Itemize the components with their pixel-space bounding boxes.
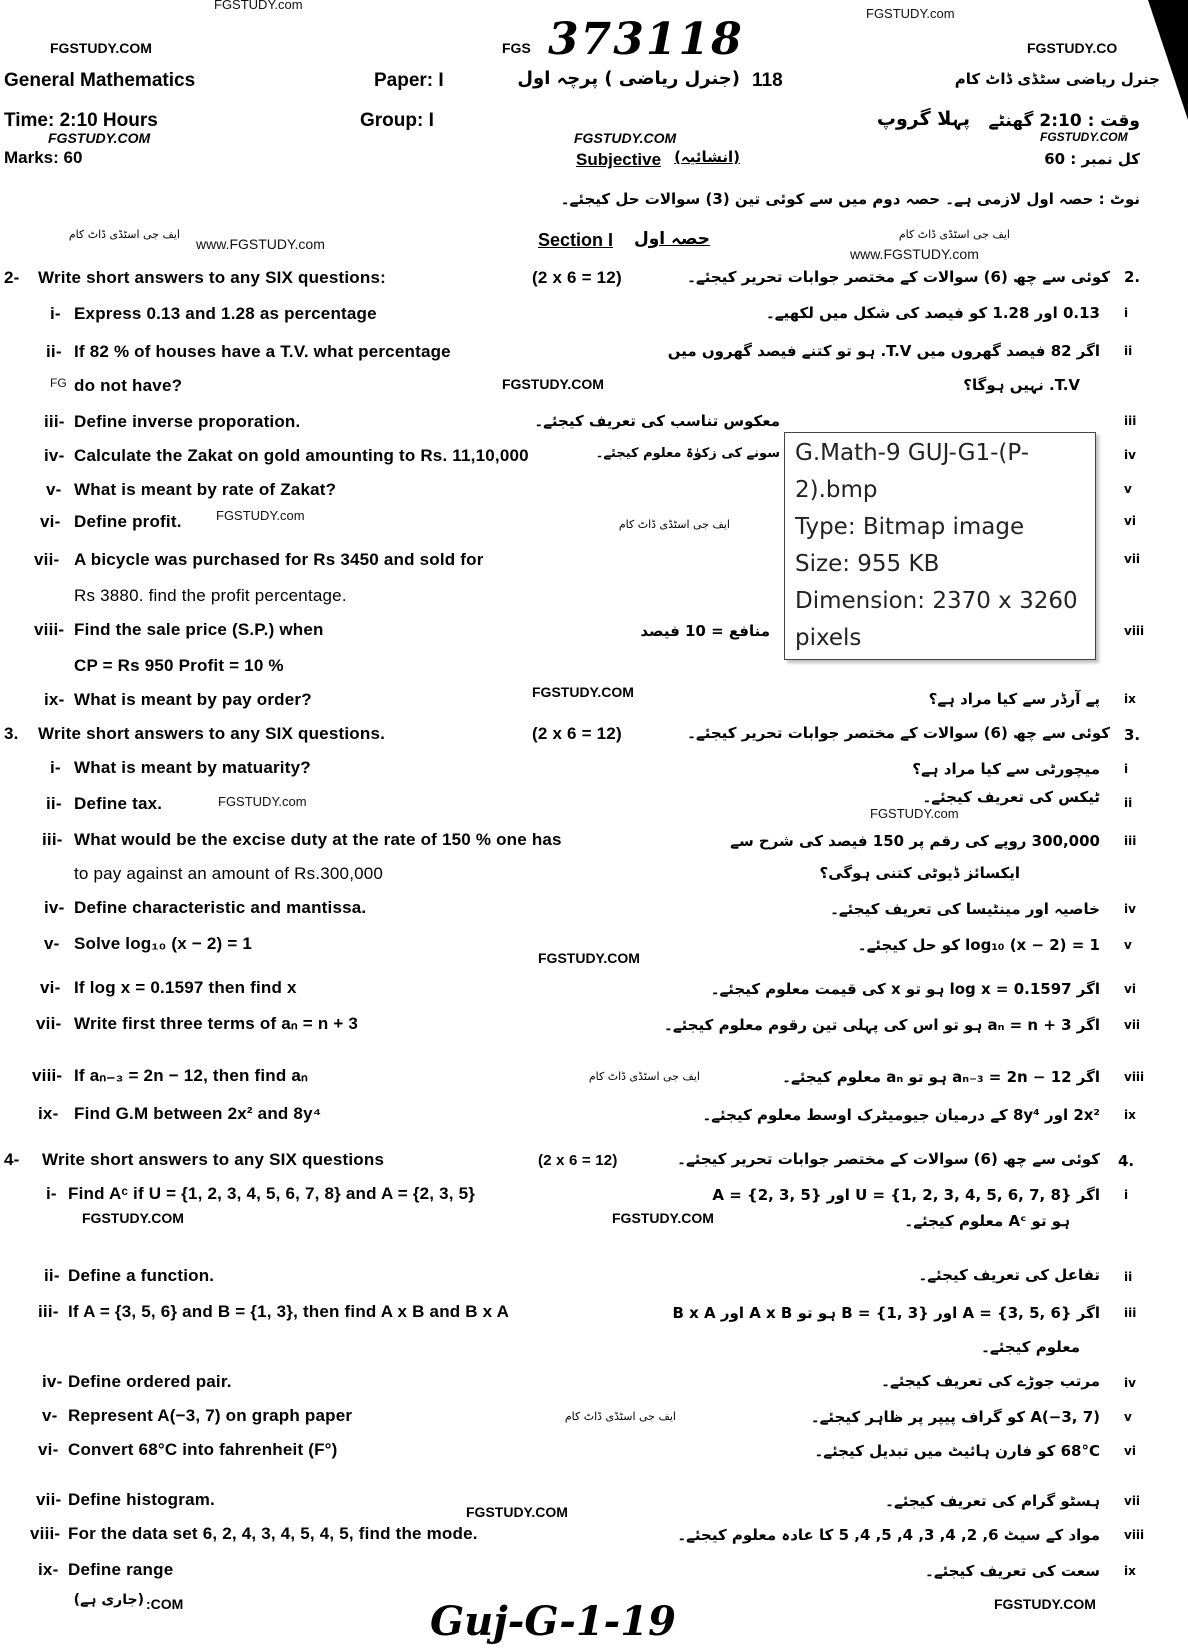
watermark-fgs-fragment: FGS [502,40,531,56]
q3-item-urdu-number: ix [1124,1108,1136,1122]
section-title: Section I [538,230,614,250]
q3-urdu-instruction: کوئی سے چھ (6) سوالات کے مختصر جوابات تحریر کیجئے۔ [687,724,1110,742]
watermark-q4vii: FGSTUDY.COM [466,1504,568,1520]
q4-instruction: Write short answers to any SIX questions [42,1150,385,1169]
watermark-q2vi: FGSTUDY.com [216,508,305,523]
watermark-q2ii: FGSTUDY.COM [502,376,604,392]
handwritten-code: 373118 [548,14,744,65]
q2-item-text: If 82 % of houses have a T.V. what percentage [74,342,451,361]
urdu-subject-title: جنرل ریاضی سٹڈی ڈاٹ کام [954,70,1160,88]
q4-urdu-instruction: کوئی سے چھ (6) سوالات کے مختصر جوابات تحریر کیجئے۔ [677,1150,1100,1168]
q2-item-number: viii- [34,620,65,639]
q4-item-urdu: ہو تو Aᶜ معلوم کیجئے۔ [904,1212,1070,1230]
q4-item-urdu-number: iv [1124,1376,1136,1390]
q2-item-text: Express 0.13 and 1.28 as percentage [74,304,377,323]
q2-item-number: ii- [46,342,62,361]
watermark-right-header: FGSTUDY.CO [1027,40,1118,56]
q4-item-number: iv- [42,1372,63,1391]
q4-item-text: Define a function. [68,1266,215,1285]
q4-item-urdu-number: viii [1124,1528,1145,1542]
q3-item-number: viii- [32,1066,63,1085]
q3-item-number: i- [50,758,61,777]
q3-item-text: What would be the excise duty at the rate of 150 % one has [74,830,562,849]
watermark-bottom-right: FGSTUDY.COM [994,1596,1096,1612]
q4-item-urdu: سعت کی تعریف کیجئے۔ [925,1562,1100,1580]
urdu-watermark-q2vi: ایف جی اسٹڈی ڈاٹ کام [618,518,730,531]
q4-item-text: If A = {3, 5, 6} and B = {1, 3}, then find A x B and B x A [68,1302,510,1321]
q2-item-urdu: معکوس تناسب کی تعریف کیجئے۔ [534,412,780,430]
q3-item-urdu: میچورٹی سے کیا مراد ہے؟ [912,760,1100,778]
q4-item-number: vii- [36,1490,62,1509]
handwritten-footer: Guj-G-1-19 [430,1598,676,1645]
q3-item-urdu-number: vi [1124,982,1136,996]
q3-item-urdu: ایکسائز ڈیوٹی کتنی ہوگی؟ [819,864,1020,882]
q3-item-number: vii- [36,1014,62,1033]
watermark-q4i-left: FGSTUDY.COM [82,1210,184,1226]
watermark-q3v: FGSTUDY.COM [538,950,640,966]
watermark-q3ii-right: FGSTUDY.com [870,806,959,821]
q3-item-number: iii- [42,830,63,849]
q2-item-urdu-number: vii [1124,552,1141,566]
q3-item-urdu: اگر aₙ = n + 3 ہو تو اس کی پہلی تین رقوم معلوم کیجئے۔ [664,1016,1100,1034]
urdu-paper-title: (جنرل ریاضی ) پرچہ اول [517,68,740,89]
q4-item-urdu-number: vii [1124,1494,1141,1508]
watermark-under-time: FGSTUDY.COM [48,130,151,146]
q2-instruction: Write short answers to any SIX questions: [38,268,386,287]
q3-item-text: Define characteristic and mantissa. [74,898,367,917]
q3-item-number: ix- [38,1104,59,1123]
q4-item-number: viii- [30,1524,61,1543]
q2-item-urdu-number: iv [1124,448,1136,462]
q3-item-urdu-number: v [1124,938,1132,952]
q2-item-text: Calculate the Zakat on gold amounting to Rs. 11,10,000 [74,446,529,465]
q2-item-urdu: T.V. نہیں ہوگا؟ [963,376,1080,394]
q3-marks: (2 x 6 = 12) [532,724,622,743]
q2-item-text: A bicycle was purchased for Rs 3450 and sold for [74,550,484,569]
file-info-tooltip [784,432,1096,660]
q2-urdu-number: 2. [1124,268,1141,286]
q2-item-number: ix- [44,690,65,709]
q3-item-text: Solve log₁₀ (x − 2) = 1 [74,934,253,953]
q3-item-urdu: 2x² اور 8y⁴ کے درمیان جیومیٹرک اوسط معلوم کیجئے۔ [702,1106,1100,1124]
q2-item-urdu-number: iii [1124,414,1137,428]
q2-item-number: iii- [44,412,65,431]
q4-item-urdu-number: vi [1124,1444,1136,1458]
urdu-subjective-label: (انشائیہ) [674,148,740,166]
continued-label: (جاری ہے) [73,1592,144,1608]
q2-item-urdu: سونے کی زکوٰۃ معلوم کیجئے۔ [595,446,780,461]
q3-item-urdu: ٹیکس کی تعریف کیجئے۔ [922,788,1100,806]
scan-corner-mark [1148,0,1188,120]
q2-item-number: i- [50,304,61,323]
q2-item-number: iv- [44,446,65,465]
watermark-left-header: FGSTUDY.COM [50,40,152,56]
q2-item-urdu: پے آرڈر سے کیا مراد ہے؟ [928,690,1100,708]
watermark-q2ix: FGSTUDY.COM [532,684,634,700]
q4-item-urdu-number: iii [1124,1306,1137,1320]
q4-item-urdu: ہسٹو گرام کی تعریف کیجئے۔ [885,1492,1100,1510]
q3-item-text: Write first three terms of aₙ = n + 3 [74,1014,359,1033]
q3-item-text: If aₙ₋₃ = 2n − 12, then find aₙ [74,1066,309,1085]
q4-item-urdu: مواد کے سیٹ 6, 2, 4, 3, 4, 5, 4, 5 کا عادہ معلوم کیجئے۔ [677,1526,1100,1544]
q3-urdu-number: 3. [1124,726,1141,744]
q4-item-urdu-number: v [1124,1410,1132,1424]
urdu-watermark-q4v: ایف جی اسٹڈی ڈاٹ کام [564,1410,676,1423]
q3-item-urdu-number: iv [1124,902,1136,916]
q2-item-urdu-number: i [1124,306,1129,320]
subjective-label: Subjective [576,150,662,169]
q2-item-number: vi- [40,512,61,531]
q4-item-number: v- [42,1406,58,1425]
q3-item-number: v- [44,934,60,953]
q4-item-urdu: تفاعل کی تعریف کیجئے۔ [918,1266,1100,1284]
q4-item-urdu: مرتب جوڑے کی تعریف کیجئے۔ [881,1372,1100,1390]
q3-item-urdu: log₁₀ (x − 2) = 1 کو حل کیجئے۔ [857,936,1100,954]
paper-label: Paper: I [374,70,444,91]
paper-code-number: 118 [752,70,783,91]
q3-item-urdu-number: iii [1124,834,1137,848]
q4-item-urdu-number: ii [1124,1270,1133,1284]
tooltip-file-dimension: Dimension: 2370 x 3260 pixels [795,588,1078,651]
q4-item-urdu: 68°C کو فارن ہائیٹ میں تبدیل کیجئے۔ [814,1442,1100,1460]
watermark-center-subjective: FGSTUDY.COM [574,130,677,146]
tooltip-file-type: Type: Bitmap image [795,514,1025,540]
watermark-fg-q2ii: FG [50,376,67,390]
q3-item-urdu-number: ii [1124,796,1133,810]
q4-item-text: Define range [68,1560,174,1579]
watermark-q3ii: FGSTUDY.com [218,794,307,809]
q3-item-urdu: اگر log x = 0.1597 ہو تو x کی قیمت معلوم کیجئے۔ [710,980,1100,998]
group-label: Group: I [360,110,434,131]
q4-item-number: i- [46,1184,57,1203]
q4-number: 4- [4,1150,20,1169]
q2-item-urdu: 0.13 اور 1.28 کو فیصد کی شکل میں لکھیے۔ [765,304,1100,322]
urdu-watermark-q3viii: ایف جی اسٹڈی ڈاٹ کام [588,1070,700,1083]
q2-item-text: Define inverse proporation. [74,412,301,431]
q2-item-urdu-number: v [1124,482,1132,496]
q4-item-text: Convert 68°C into fahrenheit (F°) [68,1440,338,1459]
urdu-note: نوٹ : حصہ اول لازمی ہے۔ حصہ دوم میں سے کوئی تین (3) سوالات حل کیجئے۔ [560,190,1140,208]
q2-item-text: Rs 3880. find the profit percentage. [74,586,347,605]
q4-item-urdu: اگر U = {1, 2, 3, 4, 5, 6, 7, 8} اور A = {2, 3, 5} [712,1186,1100,1204]
q2-item-urdu-number: ii [1124,344,1133,358]
q4-urdu-number: 4. [1118,1152,1135,1170]
urdu-watermark-right: ایف جی اسٹڈی ڈاٹ کام [898,228,1010,241]
q2-item-text: Define profit. [74,512,182,531]
watermark-top-center: FGSTUDY.com [214,0,303,12]
q4-item-text: Find Aᶜ if U = {1, 2, 3, 4, 5, 6, 7, 8} and A = {2, 3, 5} [68,1184,476,1203]
q3-instruction: Write short answers to any SIX questions. [38,724,386,743]
q2-item-number: v- [46,480,62,499]
q2-item-urdu-number: ix [1124,692,1136,706]
q4-marks: (2 x 6 = 12) [538,1152,618,1169]
time-label: Time: 2:10 Hours [4,110,158,131]
q4-item-text: Define histogram. [68,1490,215,1509]
q3-item-text: Define tax. [74,794,163,813]
watermark-www-left: www.FGSTUDY.com [196,236,325,252]
q2-item-urdu: منافع = 10 فیصد [640,622,770,640]
urdu-watermark-left: ایف جی اسٹڈی ڈاٹ کام [68,228,180,241]
q2-item-text: What is meant by pay order? [74,690,312,709]
marks-label: Marks: 60 [4,148,83,167]
q3-item-urdu-number: vii [1124,1018,1141,1032]
q3-item-text: If log x = 0.1597 then find x [74,978,297,997]
q4-item-urdu: اگر A = {3, 5, 6} اور B = {1, 3} ہو تو A x B اور B x A [672,1304,1100,1322]
urdu-marks: کل نمبر : 60 [1044,150,1140,168]
watermark-right-under-time: FGSTUDY.COM [1040,130,1128,144]
q4-item-urdu: A(−3, 7) کو گراف پیپر پر ظاہر کیجئے۔ [810,1408,1100,1426]
subject-title: General Mathematics [4,70,196,91]
q2-item-text: do not have? [74,376,183,395]
q2-item-text: What is meant by rate of Zakat? [74,480,337,499]
q2-marks: (2 x 6 = 12) [532,268,622,287]
urdu-section-title: حصہ اول [633,229,710,249]
q4-item-urdu-number: i [1124,1188,1129,1202]
urdu-group: پہلا گروپ [876,108,970,130]
q2-number: 2- [4,268,20,287]
q4-item-urdu: معلوم کیجئے۔ [981,1338,1080,1356]
q4-item-text: Define ordered pair. [68,1372,232,1391]
q4-item-number: ix- [38,1560,59,1579]
watermark-www-right: www.FGSTUDY.com [850,246,979,262]
watermark-q4i-center: FGSTUDY.COM [612,1210,714,1226]
q2-item-text: CP = Rs 950 Profit = 10 % [74,656,284,675]
q2-urdu-instruction: کوئی سے چھ (6) سوالات کے مختصر جوابات تحریر کیجئے۔ [687,268,1110,286]
q3-item-number: vi- [40,978,61,997]
tooltip-file-size: Size: 955 KB [795,551,940,577]
q3-item-urdu-number: i [1124,762,1129,776]
q4-item-number: vi- [38,1440,59,1459]
q2-item-urdu-number: viii [1124,624,1145,638]
q3-number: 3. [4,724,19,743]
watermark-top-right: FGSTUDY.com [866,6,955,21]
q2-item-text: Find the sale price (S.P.) when [74,620,324,639]
q2-item-urdu: اگر 82 فیصد گھروں میں T.V. ہو تو کتنے فیصد گھروں میں [667,342,1100,360]
q3-item-urdu-number: viii [1124,1070,1145,1084]
q3-item-text: Find G.M between 2x² and 8y⁴ [74,1104,322,1123]
watermark-bottom-left: :COM [146,1596,184,1612]
q3-item-urdu: خاصیہ اور مینٹیسا کی تعریف کیجئے۔ [830,900,1100,918]
urdu-time: وقت : 2:10 گھنٹے [988,111,1140,131]
q3-item-number: iv- [44,898,65,917]
q3-item-urdu: اگر aₙ₋₃ = 2n − 12 ہو تو aₙ معلوم کیجئے۔ [782,1068,1100,1086]
q4-item-urdu-number: ix [1124,1564,1136,1578]
q3-item-urdu: 300,000 روپے کی رقم پر 150 فیصد کی شرح سے [730,832,1100,850]
q4-item-number: ii- [44,1266,60,1285]
q3-item-number: ii- [46,794,62,813]
tooltip-file-name: G.Math-9 GUJ-G1-(P-2).bmp [795,440,1030,503]
q2-item-urdu-number: vi [1124,514,1136,528]
q3-item-text: to pay against an amount of Rs.300,000 [74,864,384,883]
q2-item-number: vii- [34,550,60,569]
q3-item-text: What is meant by matuarity? [74,758,311,777]
q4-item-text: Represent A(−3, 7) on graph paper [68,1406,353,1425]
q4-item-text: For the data set 6, 2, 4, 3, 4, 5, 4, 5, find the mode. [68,1524,478,1543]
q4-item-number: iii- [38,1302,59,1321]
